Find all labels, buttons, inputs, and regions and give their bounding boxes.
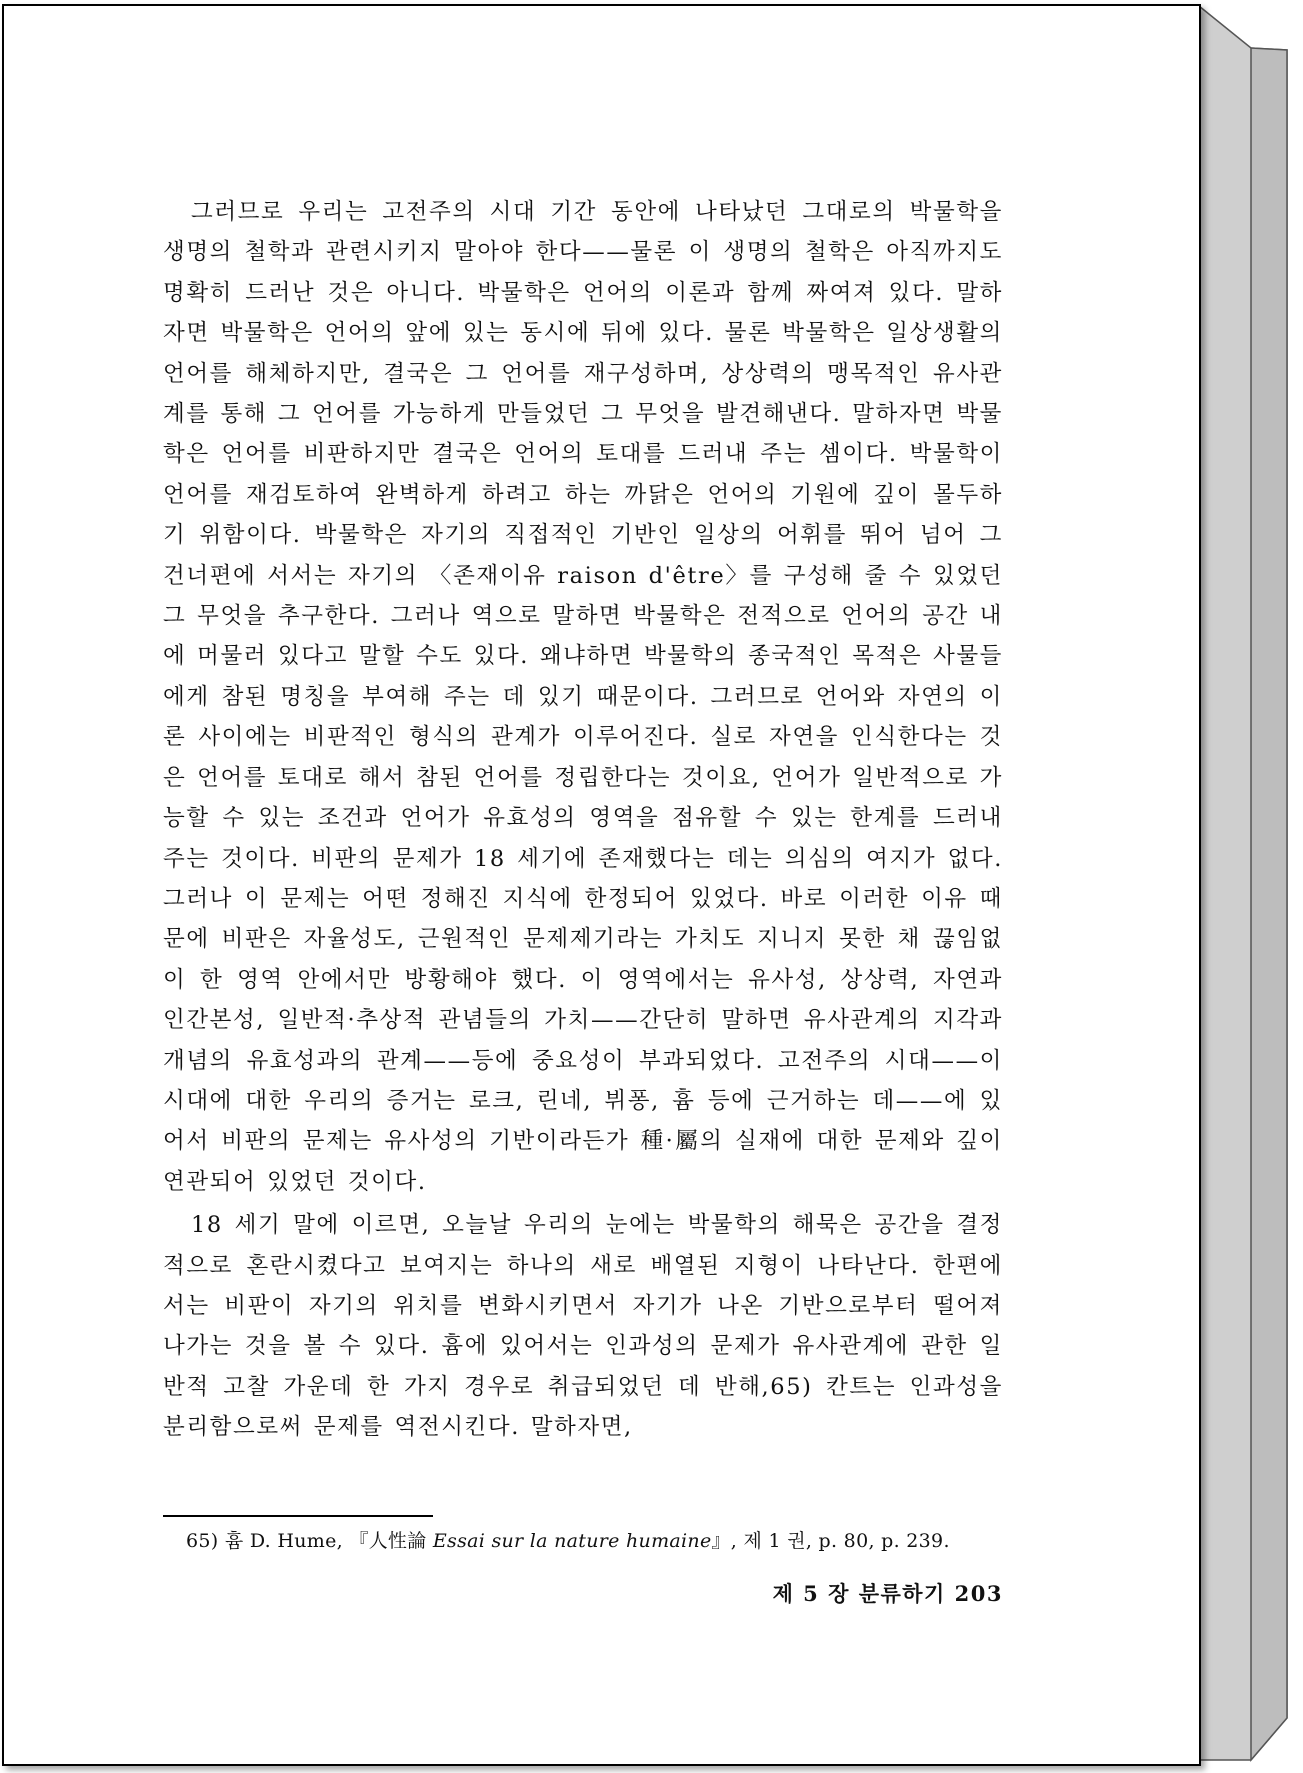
footer-title: 분류하기 [858,1581,946,1606]
page-edge-3d [1199,0,1303,1773]
footnote-prefix: 65) 흄 D. Hume, 『人性論 [186,1530,433,1552]
footnote-suffix: 』, 제 1 권, p. 80, p. 239. [711,1530,950,1552]
paragraph-2: 18 세기 말에 이르면, 오늘날 우리의 눈에는 박물학의 해묵은 공간을 결정적으로 혼란시켰다고 보여지는 하나의 새로 배열된 지형이 나타난다. 한편에서는 비판이 자기의 위치를 변화시키면서 자기가 나온 기반으로부터 떨어져 나가는 것을 볼 수 있다. 흄에 있어서는 인과성의 문제가 유사관계에 관한 일반적 고찰 가운데 한 가지 경우로 취급되었던 데 반해,65) 칸트는 인과성을 분리함으로써 문제를 역전시킨다. 말하자면, [163,1212,1003,1441]
footer-chapter: 제 5 장 [772,1581,850,1606]
footnote-divider [163,1515,433,1517]
footnote-italic-title: Essai sur la nature humaine [432,1530,712,1552]
paragraph-1: 그러므로 우리는 고전주의 시대 기간 동안에 나타났던 그대로의 박물학을 생명의 철학과 관련시키지 말아야 한다——물론 이 생명의 철학은 아직까지도 명확히 드러난 것은 아니다. 박물학은 언어의 이론과 함께 짜여져 있다. 말하자면 박물학은 언어의 앞에 있는 동시에 뒤에 있다. 물론 박물학은 일상생활의 언어를 해체하지만, 결국은 그 언어를 재구성하며, 상상력의 맹목적인 유사관계를 통해 그 언어를 가능하게 만들었던 그 무엇을 발견해낸다. 말하자면 박물학은 언어를 비판하지만 결국은 언어의 토대를 드러내 주는 셈이다. 박물학이 언어를 재검토하여 완벽하게 하려고 하는 까닭은 언어의 기원에 깊이 몰두하기 위함이다. 박물학은 자기의 직접적인 기반인 일상의 어휘를 뛰어 넘어 그 건너편에 서서는 자기의 〈존재이유 raison d'être〉를 구성해 줄 수 있었던 그 무엇을 추구한다. 그러나 역으로 말하면 박물학은 전적으로 언어의 공간 내에 머물러 있다고 말할 수도 있다. 왜냐하면 박물학의 종국적인 목적은 사물들에게 참된 명칭을 부여해 주는 데 있기 때문이다. 그러므로 언어와 자연의 이론 사이에는 비판적인 형식의 관계가 이루어진다. 실로 자연을 인식한다는 것은 언어를 토대로 해서 참된 언어를 정립한다는 것이요, 언어가 일반적으로 가능할 수 있는 조건과 언어가 유효성의 영역을 점유할 수 있는 한계를 드러내 주는 것이다. 비판의 문제가 18 세기에 존재했다는 데는 의심의 여지가 없다. 그러나 이 문제는 어떤 정해진 지식에 한정되어 있었다. 바로 이러한 이유 때문에 비판은 자율성도, 근원적인 문제제기라는 가치도 지니지 못한 채 끊임없이 한 영역 안에서만 방황해야 했다. 이 영역에서는 유사성, 상상력, 자연과 인간본성, 일반적·추상적 관념들의 가치——간단히 말하면 유사관계의 지각과 개념의 유효성과의 관계——등에 중요성이 부과되었다. 고전주의 시대——이 시대에 대한 우리의 증거는 로크, 린네, 뷔퐁, 흄 등에 근거하는 데——에 있어서 비판의 문제는 유사성의 기반이라든가 種·屬의 실재에 대한 문제와 깊이 연관되어 있었던 것이다. [163,199,1003,1195]
footnote-65 [186,1528,1006,1554]
page-number: 203 [954,1581,1003,1606]
main-text [163,192,1003,1448]
running-footer [723,1579,1003,1609]
